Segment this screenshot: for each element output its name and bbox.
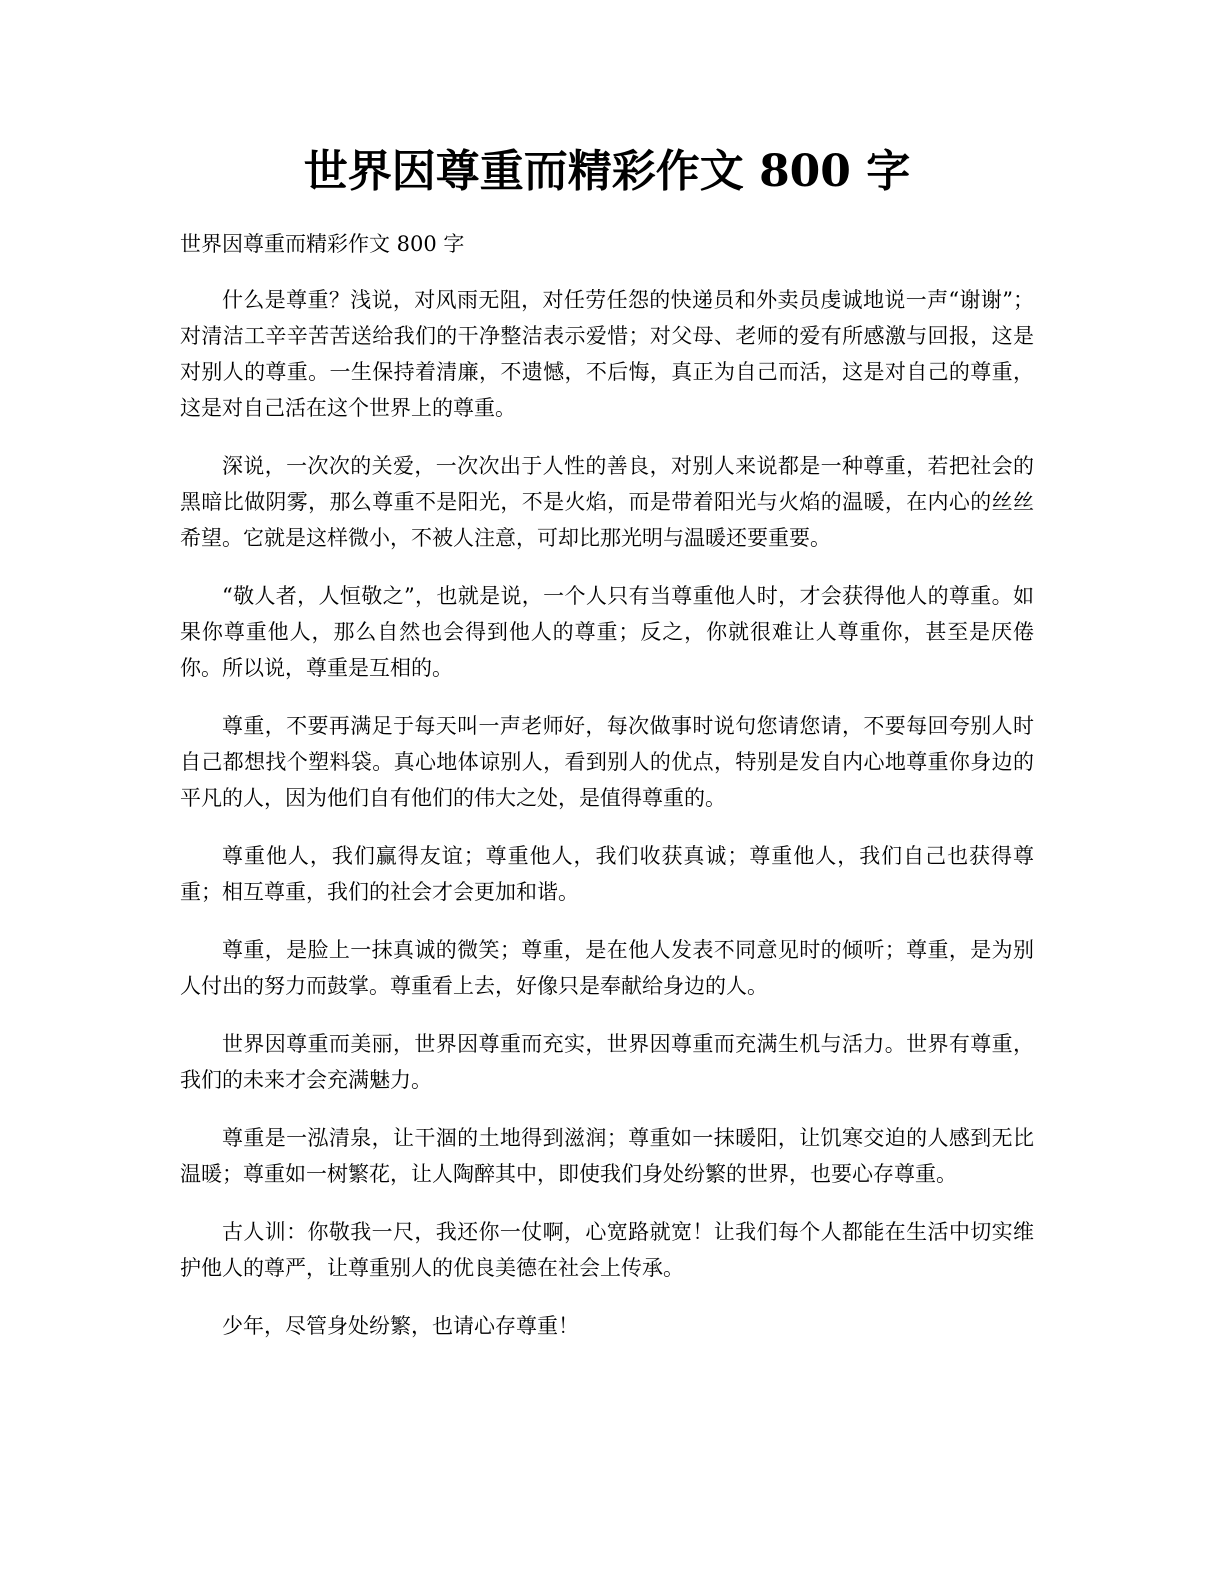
paragraph-1: 什么是尊重？浅说，对风雨无阻，对任劳任怨的快递员和外卖员虔诚地说一声“谢谢”；对清洁工辛辛苦苦送给我们的干净整洁表示爱惜；对父母、老师的爱有所感激与回报，这是对别人的尊重。一生保持着清廉，不遗憾，不后悔，真正为自己而活，这是对自己的尊重，这是对自己活在这个世界上的尊重。 xyxy=(180,288,1034,420)
paragraph-8: 尊重是一泓清泉，让干涸的土地得到滋润；尊重如一抹暖阳，让饥寒交迫的人感到无比温暖；尊重如一树繁花，让人陶醉其中，即使我们身处纷繁的世界，也要心存尊重。 xyxy=(180,1126,1034,1186)
document-body xyxy=(180,282,1034,1366)
paragraph-2: 深说，一次次的关爱，一次次出于人性的善良，对别人来说都是一种尊重，若把社会的黑暗比做阴雾，那么尊重不是阳光，不是火焰，而是带着阳光与火焰的温暖，在内心的丝丝希望。它就是这样微小，不被人注意，可却比那光明与温暖还要重要。 xyxy=(180,454,1034,550)
paragraph-5: 尊重他人，我们赢得友谊；尊重他人，我们收获真诚；尊重他人，我们自己也获得尊重；相互尊重，我们的社会才会更加和谐。 xyxy=(180,844,1034,904)
paragraph-7: 世界因尊重而美丽，世界因尊重而充实，世界因尊重而充满生机与活力。世界有尊重，我们的未来才会充满魅力。 xyxy=(180,1032,1034,1092)
paragraph-6: 尊重，是脸上一抹真诚的微笑；尊重，是在他人发表不同意见时的倾听；尊重，是为别人付出的努力而鼓掌。尊重看上去，好像只是奉献给身边的人。 xyxy=(180,938,1034,998)
paragraph-4: 尊重，不要再满足于每天叫一声老师好，每次做事时说句您请您请，不要每回夸别人时自己都想找个塑料袋。真心地体谅别人，看到别人的优点，特别是发自内心地尊重你身边的平凡的人，因为他们自有他们的伟大之处，是值得尊重的。 xyxy=(180,714,1034,810)
document-subtitle: 世界因尊重而精彩作文 800 字 xyxy=(180,232,465,256)
document-page xyxy=(180,0,1034,1584)
paragraph-3: “敬人者，人恒敬之”，也就是说，一个人只有当尊重他人时，才会获得他人的尊重。如果你尊重他人，那么自然也会得到他人的尊重；反之，你就很难让人尊重你，甚至是厌倦你。所以说，尊重是互相的。 xyxy=(180,584,1034,680)
paragraph-9: 古人训：你敬我一尺，我还你一仗啊，心宽路就宽！让我们每个人都能在生活中切实维护他人的尊严，让尊重别人的优良美德在社会上传承。 xyxy=(180,1220,1034,1280)
document-title: 世界因尊重而精彩作文 800 字 xyxy=(303,146,911,197)
paragraph-10: 少年，尽管身处纷繁，也请心存尊重！ xyxy=(222,1314,579,1338)
